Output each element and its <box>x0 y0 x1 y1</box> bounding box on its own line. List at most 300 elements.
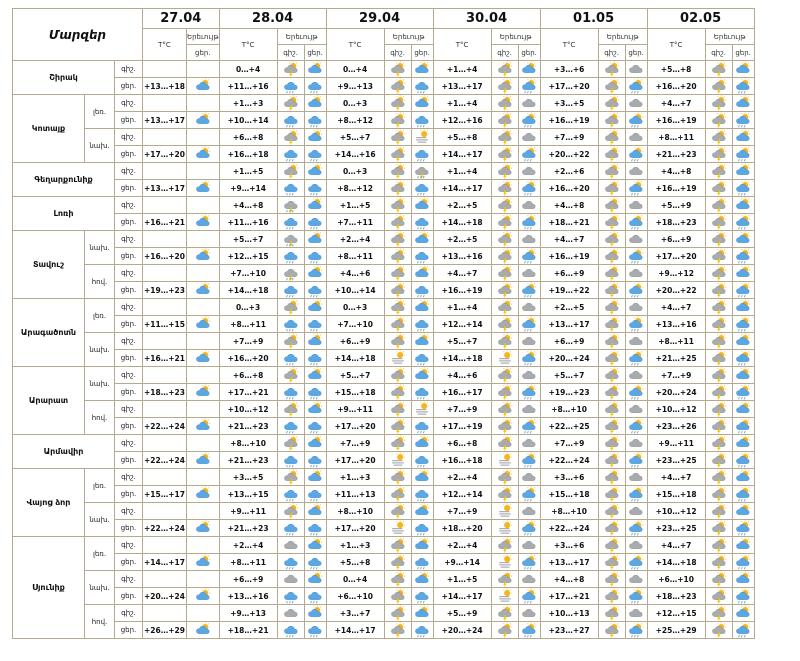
sun-cloud-rain-icon <box>732 214 754 231</box>
sun-cloud-icon <box>304 605 326 622</box>
storm-rain-icon <box>277 197 304 214</box>
temp-column-header: T°C <box>647 29 705 61</box>
sun-haze-icon <box>491 588 518 605</box>
cloud-rain-icon <box>304 486 326 503</box>
temperature-cell: 0…+4 <box>219 61 277 78</box>
temperature-cell: +9…+14 <box>433 554 491 571</box>
temperature-cell: +14…+17 <box>433 588 491 605</box>
cloud-icon <box>518 537 540 554</box>
sun-haze-icon <box>491 503 518 520</box>
temperature-cell: 0…+3 <box>326 95 384 112</box>
table-row <box>13 401 755 418</box>
temperature-cell <box>143 163 187 180</box>
sun-cloud-rain-icon <box>518 486 540 503</box>
cloud-rain-icon <box>304 146 326 163</box>
temperature-cell: +5…+7 <box>326 129 384 146</box>
cloud-rain-icon <box>304 520 326 537</box>
cloud-lightning-icon <box>598 486 625 503</box>
sun-cloud-rain-icon <box>625 78 647 95</box>
temperature-cell: +17…+19 <box>433 418 491 435</box>
cloud-lightning-icon <box>598 146 625 163</box>
cloud-lightning-icon <box>491 248 518 265</box>
sun-cloud-rain-icon <box>625 282 647 299</box>
temperature-cell: +20…+24 <box>647 384 705 401</box>
date-header: 28.04 <box>219 9 326 29</box>
day-subheader: ցեր. <box>518 45 540 61</box>
period-label: գիշ. <box>115 265 143 282</box>
cloud-lightning-icon <box>598 384 625 401</box>
cloud-lightning-icon <box>598 316 625 333</box>
period-label: ցեր. <box>115 112 143 129</box>
subregion-label: հով. <box>85 401 115 435</box>
temperature-cell: +2…+4 <box>326 231 384 248</box>
cloud-lightning-icon <box>598 401 625 418</box>
table-row <box>13 146 755 163</box>
sun-haze-icon <box>384 520 411 537</box>
sun-cloud-icon <box>411 605 433 622</box>
sun-cloud-icon <box>411 95 433 112</box>
period-label: գիշ. <box>115 571 143 588</box>
temperature-cell: +18…+23 <box>143 384 187 401</box>
period-label: գիշ. <box>115 333 143 350</box>
sun-cloud-icon <box>304 61 326 78</box>
cloud-lightning-icon <box>705 265 732 282</box>
sun-cloud-icon <box>411 61 433 78</box>
period-label: գիշ. <box>115 163 143 180</box>
temperature-cell <box>143 299 187 316</box>
temperature-cell: +8…+11 <box>647 129 705 146</box>
cloud-lightning-icon <box>491 537 518 554</box>
sun-haze-icon <box>384 350 411 367</box>
cloud-lightning-icon <box>384 622 411 639</box>
empty <box>187 435 220 452</box>
temperature-cell: +20…+22 <box>540 146 598 163</box>
cloud-lightning-icon <box>491 367 518 384</box>
empty <box>187 163 220 180</box>
cloud-rain-icon <box>411 384 433 401</box>
temperature-cell: +18…+23 <box>647 588 705 605</box>
period-label: գիշ. <box>115 299 143 316</box>
cloud-lightning-icon <box>598 452 625 469</box>
cloud-lightning-icon <box>491 384 518 401</box>
empty <box>187 129 220 146</box>
period-label: գիշ. <box>115 605 143 622</box>
temperature-cell: +13…+16 <box>647 316 705 333</box>
table-row <box>13 299 755 316</box>
sun-cloud-icon <box>304 95 326 112</box>
period-label: ցեր. <box>115 214 143 231</box>
cloud-lightning-icon <box>384 265 411 282</box>
sun-cloud-icon <box>732 231 754 248</box>
cloud-lightning-icon <box>705 367 732 384</box>
cloud-rain-icon <box>277 384 304 401</box>
sun-cloud-rain-icon <box>625 214 647 231</box>
period-label: ցեր. <box>115 486 143 503</box>
empty <box>187 231 220 248</box>
sun-cloud-rain-icon <box>518 554 540 571</box>
temperature-cell: +1…+5 <box>433 571 491 588</box>
cloud-lightning-icon <box>277 333 304 350</box>
sun-cloud-icon <box>732 95 754 112</box>
cloud-icon <box>277 605 304 622</box>
cloud-lightning-icon <box>705 486 732 503</box>
sun-haze-icon <box>491 520 518 537</box>
cloud-lightning-icon <box>705 384 732 401</box>
cloud-lightning-icon <box>491 112 518 129</box>
period-label: ցեր. <box>115 520 143 537</box>
cloud-rain-icon <box>411 180 433 197</box>
empty <box>187 469 220 486</box>
cloud-lightning-icon <box>491 571 518 588</box>
subregion-label: լեռ. <box>85 95 115 129</box>
sun-cloud-icon <box>187 418 220 435</box>
temperature-cell: +16…+18 <box>219 146 277 163</box>
sun-cloud-icon <box>732 503 754 520</box>
cloud-lightning-icon <box>598 435 625 452</box>
sun-cloud-rain-icon <box>518 418 540 435</box>
sun-cloud-rain-icon <box>518 622 540 639</box>
temperature-cell: 0…+4 <box>326 61 384 78</box>
empty <box>187 401 220 418</box>
temperature-cell: +6…+9 <box>540 333 598 350</box>
temperature-cell: +19…+23 <box>540 384 598 401</box>
sun-cloud-rain-icon <box>625 588 647 605</box>
cloud-lightning-icon <box>598 299 625 316</box>
cloud-lightning-icon <box>705 299 732 316</box>
empty <box>187 197 220 214</box>
temperature-cell: +8…+11 <box>219 554 277 571</box>
period-label: ցեր. <box>115 146 143 163</box>
temperature-cell: +4…+8 <box>647 163 705 180</box>
period-label: ցեր. <box>115 384 143 401</box>
sun-cloud-icon <box>411 333 433 350</box>
period-label: գիշ. <box>115 61 143 78</box>
temperature-cell: +22…+24 <box>143 418 187 435</box>
temperature-cell: +26…+29 <box>143 622 187 639</box>
cloud-lightning-icon <box>705 231 732 248</box>
temperature-cell: 0…+3 <box>326 299 384 316</box>
temperature-cell: +7…+9 <box>540 435 598 452</box>
table-row <box>13 214 755 231</box>
cloud-icon <box>625 197 647 214</box>
temperature-cell: +5…+7 <box>326 367 384 384</box>
cloud-lightning-icon <box>705 605 732 622</box>
weather-column-header: Երեւույթ <box>491 29 540 45</box>
table-row <box>13 384 755 401</box>
empty <box>187 537 220 554</box>
temperature-cell: +8…+11 <box>326 248 384 265</box>
sun-cloud-icon <box>187 350 220 367</box>
temperature-cell: +1…+3 <box>326 469 384 486</box>
cloud-icon <box>625 265 647 282</box>
table-row <box>13 333 755 350</box>
table-row <box>13 520 755 537</box>
temperature-cell: +4…+6 <box>326 265 384 282</box>
table-row <box>13 486 755 503</box>
cloud-icon <box>518 571 540 588</box>
cloud-lightning-icon <box>491 333 518 350</box>
temperature-cell: +16…+17 <box>433 384 491 401</box>
cloud-rain-icon <box>411 350 433 367</box>
cloud-lightning-icon <box>705 248 732 265</box>
sun-cloud-icon <box>304 367 326 384</box>
temperature-cell: +4…+8 <box>540 571 598 588</box>
sun-cloud-icon <box>411 265 433 282</box>
temperature-cell: +5…+7 <box>433 333 491 350</box>
sun-cloud-rain-icon <box>518 452 540 469</box>
cloud-lightning-icon <box>384 503 411 520</box>
temperature-cell: +5…+8 <box>647 61 705 78</box>
cloud-icon <box>625 401 647 418</box>
temperature-cell <box>143 503 187 520</box>
temperature-cell: +10…+13 <box>540 605 598 622</box>
cloud-lightning-icon <box>705 61 732 78</box>
temperature-cell: +8…+10 <box>540 401 598 418</box>
cloud-icon <box>625 537 647 554</box>
cloud-rain-icon <box>411 146 433 163</box>
table-row <box>13 180 755 197</box>
cloud-lightning-icon <box>705 350 732 367</box>
temperature-cell: +15…+18 <box>540 486 598 503</box>
temperature-cell: +13…+17 <box>433 78 491 95</box>
sun-cloud-icon <box>187 282 220 299</box>
temperature-cell: +6…+9 <box>326 333 384 350</box>
temperature-cell: +16…+19 <box>647 180 705 197</box>
cloud-icon <box>625 299 647 316</box>
temperature-cell: +13…+16 <box>219 588 277 605</box>
sun-cloud-rain-icon <box>518 282 540 299</box>
temperature-cell: +4…+8 <box>540 197 598 214</box>
storm-rain-icon <box>277 265 304 282</box>
cloud-rain-icon <box>411 214 433 231</box>
temperature-cell: +21…+25 <box>647 350 705 367</box>
temperature-cell: +11…+16 <box>219 214 277 231</box>
cloud-rain-icon <box>277 520 304 537</box>
table-row <box>13 469 755 486</box>
cloud-lightning-icon <box>598 537 625 554</box>
temperature-cell: +16…+19 <box>540 112 598 129</box>
temperature-cell <box>143 537 187 554</box>
region-name: Արագածոտն <box>13 299 85 367</box>
sun-cloud-icon <box>304 163 326 180</box>
cloud-rain-icon <box>277 282 304 299</box>
cloud-icon <box>518 163 540 180</box>
sun-cloud-icon <box>732 537 754 554</box>
cloud-rain-icon <box>304 588 326 605</box>
temperature-cell: +17…+20 <box>326 452 384 469</box>
temperature-cell: +1…+5 <box>326 197 384 214</box>
subregion-label: նախ. <box>85 367 115 401</box>
sun-cloud-rain-icon <box>625 248 647 265</box>
temperature-cell <box>143 571 187 588</box>
sun-haze-icon <box>491 554 518 571</box>
temp-column-header: T°C <box>433 29 491 61</box>
cloud-lightning-icon <box>598 469 625 486</box>
cloud-lightning-icon <box>277 299 304 316</box>
cloud-lightning-icon <box>277 367 304 384</box>
temperature-cell: +16…+19 <box>647 112 705 129</box>
temperature-cell: +6…+8 <box>219 129 277 146</box>
temperature-cell: +16…+19 <box>433 282 491 299</box>
temperature-cell: 0…+4 <box>326 571 384 588</box>
cloud-lightning-icon <box>277 469 304 486</box>
cloud-lightning-icon <box>384 146 411 163</box>
cloud-rain-icon <box>277 452 304 469</box>
temperature-cell: +1…+4 <box>433 61 491 78</box>
sun-cloud-rain-icon <box>518 316 540 333</box>
period-label: ցեր. <box>115 554 143 571</box>
cloud-lightning-icon <box>705 418 732 435</box>
cloud-lightning-icon <box>491 435 518 452</box>
temperature-cell: +17…+21 <box>540 588 598 605</box>
cloud-rain-icon <box>304 282 326 299</box>
cloud-rain-icon <box>277 554 304 571</box>
cloud-lightning-icon <box>705 503 732 520</box>
temperature-cell: +7…+10 <box>219 265 277 282</box>
temperature-cell: 0…+3 <box>219 299 277 316</box>
temp-column-header: T°C <box>143 29 187 61</box>
sun-haze-icon <box>384 452 411 469</box>
subregion-label: լեռ. <box>85 299 115 333</box>
temp-column-header: T°C <box>219 29 277 61</box>
temperature-cell: +8…+10 <box>219 435 277 452</box>
temperature-cell: +10…+12 <box>219 401 277 418</box>
sun-cloud-icon <box>304 129 326 146</box>
region-name: Շիրակ <box>13 61 115 95</box>
cloud-lightning-icon <box>384 401 411 418</box>
cloud-lightning-icon <box>598 571 625 588</box>
cloud-lightning-icon <box>491 180 518 197</box>
temperature-cell: +7…+9 <box>433 503 491 520</box>
sun-cloud-rain-icon <box>625 146 647 163</box>
period-label: ցեր. <box>115 180 143 197</box>
temperature-cell: +2…+4 <box>219 537 277 554</box>
region-name: Արմավիր <box>13 435 115 469</box>
cloud-lightning-icon <box>705 316 732 333</box>
cloud-lightning-icon <box>705 78 732 95</box>
sun-cloud-icon <box>304 435 326 452</box>
cloud-lightning-icon <box>491 469 518 486</box>
table-row <box>13 435 755 452</box>
sun-cloud-icon <box>518 61 540 78</box>
cloud-rain-icon <box>304 112 326 129</box>
cloud-lightning-icon <box>384 333 411 350</box>
cloud-rain-icon <box>304 78 326 95</box>
cloud-lightning-icon <box>384 588 411 605</box>
temperature-cell: +22…+24 <box>540 520 598 537</box>
table-row <box>13 61 755 78</box>
table-row <box>13 197 755 214</box>
cloud-lightning-icon <box>705 282 732 299</box>
temperature-cell: +13…+17 <box>540 316 598 333</box>
temperature-cell: +4…+6 <box>433 367 491 384</box>
temperature-cell: +15…+18 <box>647 486 705 503</box>
empty <box>187 333 220 350</box>
cloud-rain-icon <box>277 418 304 435</box>
cloud-icon <box>277 537 304 554</box>
cloud-lightning-icon <box>491 605 518 622</box>
sun-cloud-rain-icon <box>518 214 540 231</box>
sun-cloud-icon <box>187 316 220 333</box>
date-header: 02.05 <box>647 9 754 29</box>
cloud-rain-icon <box>304 214 326 231</box>
date-header: 29.04 <box>326 9 433 29</box>
period-label: ցեր. <box>115 350 143 367</box>
period-label: գիշ. <box>115 95 143 112</box>
night-subheader: գիշ. <box>277 45 304 61</box>
empty <box>187 367 220 384</box>
subregion-label: նախ. <box>85 571 115 605</box>
temperature-cell: +1…+5 <box>219 163 277 180</box>
cloud-rain-icon <box>277 316 304 333</box>
temperature-cell: +14…+18 <box>219 282 277 299</box>
temperature-cell: +10…+12 <box>647 401 705 418</box>
cloud-lightning-icon <box>384 418 411 435</box>
temperature-cell: +13…+18 <box>143 78 187 95</box>
cloud-lightning-icon <box>491 146 518 163</box>
cloud-rain-icon <box>411 282 433 299</box>
temperature-cell: +8…+11 <box>219 316 277 333</box>
period-label: գիշ. <box>115 367 143 384</box>
sun-cloud-rain-icon <box>732 486 754 503</box>
empty <box>187 299 220 316</box>
temperature-cell: +13…+17 <box>143 180 187 197</box>
sun-cloud-rain-icon <box>518 112 540 129</box>
table-row <box>13 605 755 622</box>
temperature-cell: +5…+9 <box>647 197 705 214</box>
sun-haze-icon <box>411 401 433 418</box>
sun-cloud-icon <box>187 214 220 231</box>
sun-cloud-icon <box>304 197 326 214</box>
temperature-cell: +21…+23 <box>647 146 705 163</box>
temperature-cell: +16…+20 <box>219 350 277 367</box>
cloud-lightning-icon <box>598 112 625 129</box>
table-row <box>13 418 755 435</box>
temperature-cell: +17…+20 <box>647 248 705 265</box>
cloud-lightning-icon <box>598 282 625 299</box>
temperature-cell: +6…+10 <box>326 588 384 605</box>
cloud-rain-icon <box>277 588 304 605</box>
temperature-cell: +11…+16 <box>219 78 277 95</box>
cloud-rain-icon <box>304 316 326 333</box>
cloud-lightning-icon <box>491 163 518 180</box>
cloud-lightning-icon <box>277 435 304 452</box>
cloud-lightning-icon <box>705 571 732 588</box>
cloud-lightning-icon <box>384 214 411 231</box>
temperature-cell: +7…+11 <box>326 214 384 231</box>
cloud-lightning-icon <box>491 61 518 78</box>
temperature-cell: +22…+24 <box>143 520 187 537</box>
sun-cloud-rain-icon <box>625 112 647 129</box>
cloud-rain-icon <box>277 248 304 265</box>
temperature-cell: +4…+8 <box>219 197 277 214</box>
temperature-cell: +21…+23 <box>219 452 277 469</box>
cloud-lightning-icon <box>277 163 304 180</box>
subregion-label: նախ. <box>85 333 115 367</box>
temperature-cell <box>143 435 187 452</box>
temperature-cell <box>143 333 187 350</box>
temperature-cell: +14…+18 <box>433 214 491 231</box>
cloud-lightning-icon <box>491 231 518 248</box>
subregion-label: լեռ. <box>85 537 115 571</box>
sun-cloud-rain-icon <box>732 78 754 95</box>
sun-cloud-icon <box>411 231 433 248</box>
table-row <box>13 95 755 112</box>
cloud-icon <box>625 571 647 588</box>
cloud-lightning-icon <box>491 486 518 503</box>
period-label: ցեր. <box>115 78 143 95</box>
temperature-cell: +2…+4 <box>433 469 491 486</box>
